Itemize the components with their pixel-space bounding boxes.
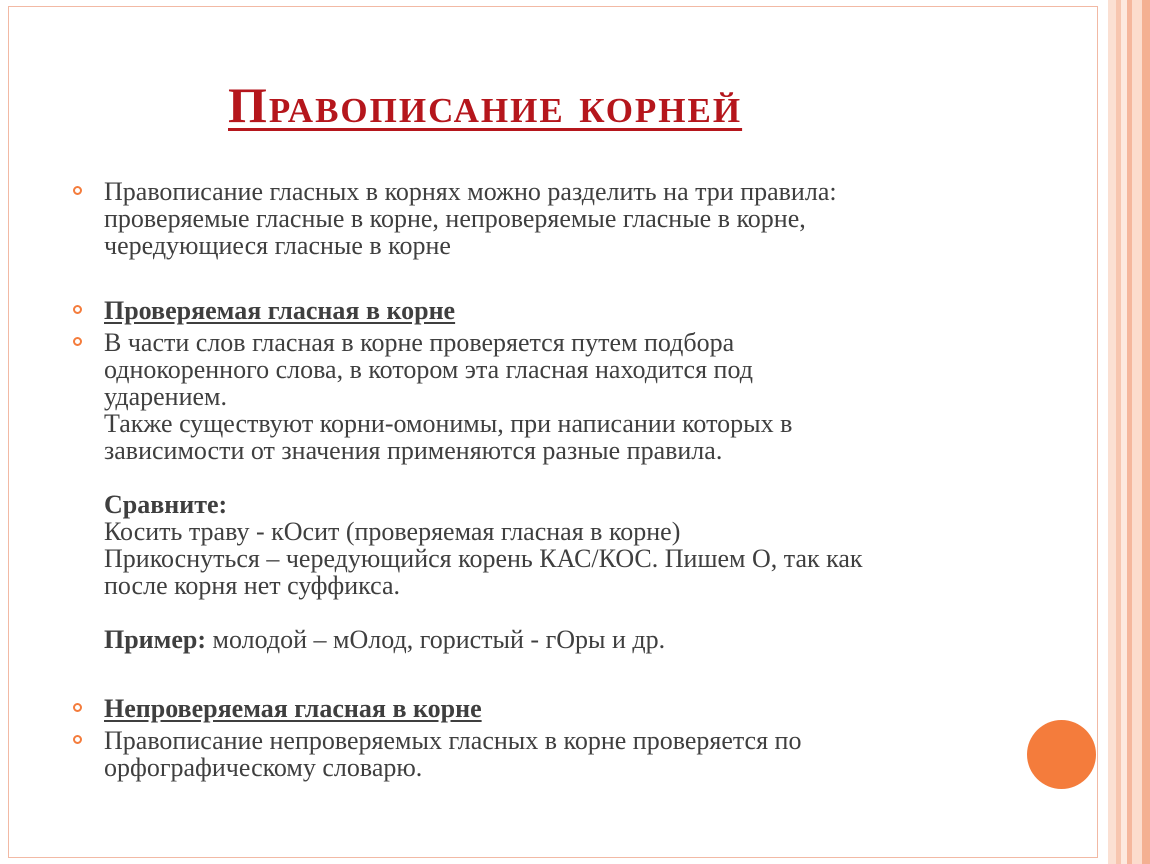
bullet-section2-body xyxy=(70,727,1030,781)
spacer xyxy=(104,464,1030,491)
compare-line: Прикоснуться – чередующийся корень КАС/КОС. Пишем О, так как xyxy=(104,544,863,573)
bullet-icon xyxy=(73,735,82,744)
body-line: зависимости от значения применяются разные правила. xyxy=(104,436,723,465)
slide-title: Правописание корней xyxy=(228,77,743,133)
example-label: Пример: xyxy=(104,625,207,654)
compare-label: Сравните: xyxy=(104,490,228,519)
spacer xyxy=(104,599,1030,626)
decorative-circle xyxy=(1027,720,1096,789)
example-line xyxy=(104,626,1030,653)
bullet-icon xyxy=(73,337,82,346)
section-heading-checked-vowel: Проверяемая гласная в корне xyxy=(104,296,456,325)
body-line: однокоренного слова, в котором эта гласная находится под xyxy=(104,355,753,384)
bullet-icon xyxy=(73,305,82,314)
body-line: Правописание непроверяемых гласных в корне проверяется по xyxy=(104,726,802,755)
bullet-intro xyxy=(70,178,1030,259)
body-line: ударением. xyxy=(104,382,227,411)
body-line: Также существуют корни-омонимы, при написании которых в xyxy=(104,409,793,438)
intro-line: чередующиеся гласные в корне xyxy=(104,231,451,260)
bullet-section2-heading xyxy=(70,695,1030,722)
bullet-section1-heading xyxy=(70,297,1030,324)
intro-line: проверяемые гласные в корне, непроверяемые гласные в корне, xyxy=(104,204,806,233)
compare-line: Косить траву - кОсит (проверяемая гласная в корне) xyxy=(104,517,681,546)
intro-line: Правописание гласных в корнях можно разделить на три правила: xyxy=(104,177,837,206)
decorative-stripes xyxy=(1108,0,1150,864)
bullet-icon xyxy=(73,703,82,712)
example-text: молодой – мОлод, гористый - гОры и др. xyxy=(206,625,666,654)
body-line: В части слов гласная в корне проверяется путем подбора xyxy=(104,328,735,357)
bullet-icon xyxy=(73,186,82,195)
slide-content xyxy=(70,178,1030,781)
body-line: орфографическому словарю. xyxy=(104,753,423,782)
bullet-section1-body xyxy=(70,329,1030,653)
compare-line: после корня нет суффикса. xyxy=(104,571,401,600)
section-heading-unchecked-vowel: Непроверяемая гласная в корне xyxy=(104,694,482,723)
